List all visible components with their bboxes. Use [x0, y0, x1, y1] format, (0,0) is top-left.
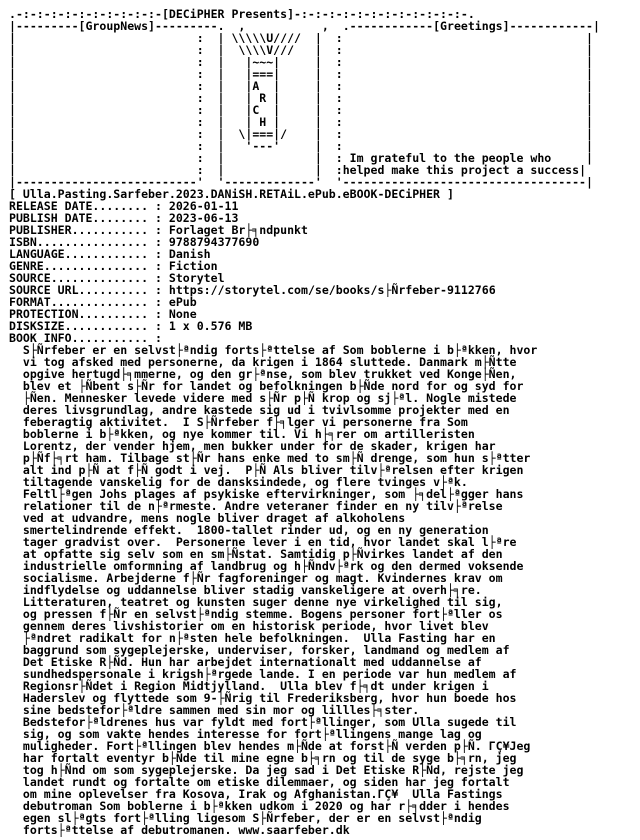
greetings-line-2: helped make this project a success — [342, 163, 580, 177]
field-label: SOURCE URL.......... : — [9, 283, 162, 297]
book-info-line: ├Ñen. Mennesker levede videre med s├Ñr p├Ñ krop og sj├ªl. Nogle mistede — [22, 391, 517, 405]
book-info-line: alt ind p├Ñ at f├Ñ godt i vej. P├Ñ Als bliver tilv├ªrelsen efter krigen — [22, 463, 524, 477]
header-rule: .-:-:-:-:-:-:-:-:-:-:-[DECiPHER Presents]-:-:-:-:-:-:-:-:-:-:-:-:-. — [9, 7, 475, 21]
field-value: Storytel — [168, 271, 225, 285]
release-name: [ Ulla.Pasting.Sarfeber.2023.DANiSH.RETAiL.ePub.eBOOK-DECiPHER ] — [9, 187, 454, 201]
book-info-line: industrielle omformning af landbrug og h├Ñndv├ªrk og den dermed voksende — [22, 559, 524, 573]
book-info-line: vi tog afsked med personerne, da krigen i 1864 sluttede. Danmark m├Ñtte — [22, 355, 517, 369]
header-box: |---------[GroupNews]---------. , , .------------[Greetings]------------| | : | \\\\\U//// | : | | : | \\\\V/// | : | | : | |~~~| | : | | : | |===| | : | | : | |A | | : | | : | | R | | : | | : | |C | | : | | : | | H | | : | | : | \|===|/ | : | | : | '---' | : | | : | | : Im grateful to the people who | | : | | :helped make this project a success| |--------------------------' '-------------' '-----------------------------------| — [9, 19, 600, 189]
book-info-line: og pressen f├Ñr en selvst├ªndig stemme. Bogens personer fort├ªller os — [22, 607, 503, 621]
book-info-line: Lorentz, der vender hjem, men bukker under for de skader, krigen har — [22, 439, 496, 453]
book-info-line: smertelindrende effekt. 1800-tallet rinder ud, og en ny generation — [22, 523, 489, 537]
book-info-line: debutroman Som boblerne i b├ªkken udkom i 2020 og har r├╕dder i hendes — [22, 799, 510, 813]
book-info-line: Det Etiske R├Ñd. Hun har arbejdet internationalt med uddannelse af — [22, 655, 482, 669]
field-label: PUBLISHER........... : — [9, 223, 162, 237]
book-info-line: tog h├Ñnd om som sygeplejerske. Da jeg sad i Det Etiske R├Ñd, rejste jeg — [22, 763, 524, 777]
book-info-line: om mine oplevelser fra Kosova, Irak og Afghanistan.ΓÇ¥ Ulla Fastings — [22, 787, 503, 801]
book-info-line: boblerne i b├ªkken, og nye kommer til. Vi h├╕rer om artilleristen — [22, 427, 475, 441]
nfo-document — [9, 8, 600, 836]
field-value: 2023-06-13 — [168, 211, 239, 225]
book-info-line: indflydelse og uddannelse bliver stadig vanskeligere at overh├╕re. — [22, 583, 482, 597]
field-label: RELEASE DATE........ : — [9, 199, 162, 213]
book-info-line: sundhedspersonale i krigsh├ªrgede lande. I en periode var hun medlem af — [22, 667, 517, 681]
book-info-line: feberagtig aktivitet. I S├Ñrfeber f├╕lger vi personerne fra Som — [22, 415, 468, 429]
field-value: Danish — [168, 247, 211, 261]
field-value: Forlaget Br├╕ndpunkt — [168, 223, 308, 237]
book-info-line: deres livsgrundlag, andre kastede sig ud i tvivlsomme projekter med en — [22, 403, 510, 417]
book-info-line: at opfatte sig selv som en sm├Ñstat. Samtidig p├Ñvirkes landet af den — [22, 547, 503, 561]
field-value: 9788794377690 — [168, 235, 260, 249]
field-value: Fiction — [168, 259, 218, 273]
book-info-line: ved at udvandre, mens nogle bliver draget af alkoholens — [22, 511, 406, 525]
book-info-line: baggrund som sygeplejerske, underviser, forsker, landmand og medlem af — [22, 643, 510, 657]
book-info-line: blev et ├Ñbent s├Ñr for landet og befolkningen b├Ñde nord for og syd for — [22, 379, 524, 393]
field-value: https://storytel.com/se/books/s├Ñrfeber-9112766 — [168, 283, 496, 297]
field-label: PUBLISH DATE........ : — [9, 211, 162, 225]
field-value: 1 x 0.576 MB — [168, 319, 253, 333]
book-info-line: tiltagende vanskelig for de dansksindede, og flere tvinges v├ªk. — [22, 475, 468, 489]
book-info-line: muligheder. Fort├ªllingen blev hendes m├Ñde at forst├Ñ verden p├Ñ. ΓÇ¥Jeg — [22, 739, 531, 753]
book-info-line: Litteraturen, teatret og kunsten suger denne nye virkelighed til sig, — [22, 595, 503, 609]
field-label: LANGUAGE............ : — [9, 247, 162, 261]
field-label: ISBN................ : — [9, 235, 162, 249]
field-label: FORMAT.............. : — [9, 295, 162, 309]
greetings-title: [Greetings] — [433, 19, 510, 33]
book-info-line: Bedstefor├ªldrenes hus var fyldt med fort├ªllinger, som Ulla sugede til — [22, 715, 517, 729]
book-info-line: socialisme. Arbejderne f├Ñr fagforeninger og magt. Kvindernes krav om — [22, 571, 503, 585]
book-info-line: relationer til de n├ªrmeste. Andre veteraner finder en ny tilv├ªrelse — [22, 499, 503, 513]
greetings-line-1: Im grateful to the people who — [349, 151, 552, 165]
book-info-line: tager gradvist over. Personerne lever i en tid, hvor landet skal l├ªre — [22, 535, 517, 549]
book-info-line: Haderslev og flyttede som 9-├Ñrig til Frederiksberg, hvor hun boede hos — [22, 691, 517, 705]
book-info-line: opgive hertugd├╕mmerne, og den gr├ªnse, som blev trukket ved Konge├Ñen, — [22, 367, 517, 381]
field-label: SOURCE.............. : — [9, 271, 162, 285]
book-info-line: sig, og som vakte hendes interesse for fort├ªllingens mange lag og — [22, 727, 482, 741]
field-label: DISKSIZE............ : — [9, 319, 162, 333]
field-value: ePub — [168, 295, 197, 309]
book-info-line: Regionsr├Ñdet i Region Midtjylland. Ulla blev f├╕dt under krigen i — [22, 679, 489, 693]
book-info-line: landet rundt og fortalte om etiske dilemmaer, og siden har jeg fortalt — [22, 775, 510, 789]
field-value: 2026-01-11 — [168, 199, 239, 213]
field-label: PROTECTION.......... : — [9, 307, 162, 321]
groupnews-title: [GroupNews] — [78, 19, 156, 33]
book-info-line: egen sl├ªgts fort├ªlling ligesom S├Ñrfeber, der er en selvst├ªndig — [22, 811, 482, 825]
book-info-line: S├Ñrfeber er en selvst├ªndig forts├ªttelse af Som boblerne i b├ªkken, hvor — [22, 343, 538, 357]
book-info-line: ├ªndret radikalt for n├ªsten hele befolkningen. Ulla Fasting har en — [22, 631, 496, 645]
book-info-line: forts├ªttelse af debutromanen. www.saarfeber.dk — [22, 823, 350, 837]
field-value: None — [168, 307, 197, 321]
book-info-line: sine bedstefor├ªldre sammen med sin mor og lillles├╕ster. — [22, 703, 420, 717]
book-info-line: gennem deres livshistorier om en historisk periode, hvor livet blev — [22, 619, 489, 633]
field-label: GENRE............... : — [9, 259, 162, 273]
book-info-text — [9, 343, 537, 837]
book-info-line: Feltl├ªgen Johs plages af psykiske eftervirkninger, som ├╕del├ªgger hans — [22, 487, 524, 501]
book-info-line: p├Ñf├╕rt ham. Tilbage st├Ñr hans enke med to sm├Ñ drenge, som hun s├ªtter — [22, 451, 531, 465]
book-info-line: har fortalt eventyr b├Ñde til mine egne b├╕rn og til de syge b├╕rn, jeg — [22, 751, 517, 765]
field-label: BOOK INFO........... : — [9, 331, 162, 345]
